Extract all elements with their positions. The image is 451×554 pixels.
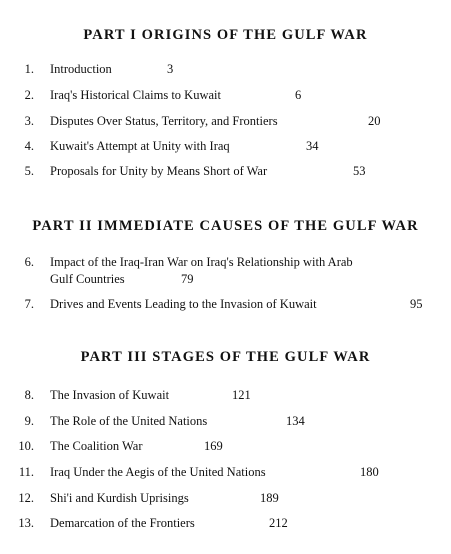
entry-title: The Role of the United Nations (50, 414, 208, 428)
entry-page: 134 (286, 414, 305, 428)
entry-number: 5. (24, 164, 34, 178)
entry-page: 169 (204, 439, 223, 453)
entry-title: The Invasion of Kuwait (50, 388, 170, 402)
entry-number: 13. (18, 516, 34, 530)
entry-title: Proposals for Unity by Means Short of War (50, 164, 268, 178)
entry-title: Introduction (50, 62, 112, 76)
part-heading: PART III STAGES OF THE GULF WAR (80, 349, 371, 365)
entry-title: Drives and Events Leading to the Invasion of Kuwait (50, 297, 317, 311)
entry-page: 121 (232, 388, 251, 402)
entry-page: 3 (167, 62, 174, 76)
entry-title: Disputes Over Status, Territory, and Frontiers (50, 114, 278, 128)
entry-title: Kuwait's Attempt at Unity with Iraq (50, 139, 230, 153)
entry-title-line2: Gulf Countries (50, 272, 125, 286)
entry-number: 8. (24, 388, 34, 402)
entry-number: 1. (24, 62, 34, 76)
entry-number: 9. (24, 414, 34, 428)
entry-page: 6 (295, 88, 302, 102)
entry-page: 212 (269, 516, 288, 530)
entry-page: 189 (260, 491, 279, 505)
entry-page: 79 (181, 272, 194, 286)
entry-number: 12. (18, 491, 34, 505)
entry-number: 3. (24, 114, 34, 128)
entry-number: 2. (24, 88, 34, 102)
entry-page: 180 (360, 465, 379, 479)
entry-page: 95 (410, 297, 423, 311)
part-heading: PART II IMMEDIATE CAUSES OF THE GULF WAR (32, 218, 419, 234)
entry-page: 53 (353, 164, 366, 178)
entry-title: Impact of the Iraq-Iran War on Iraq's Relationship with Arab (50, 255, 353, 269)
entry-number: 7. (24, 297, 34, 311)
entry-title: Shi'i and Kurdish Uprisings (50, 491, 189, 505)
entry-title: Iraq's Historical Claims to Kuwait (50, 88, 221, 102)
part-heading: PART I ORIGINS OF THE GULF WAR (83, 27, 368, 43)
entry-number: 10. (18, 439, 34, 453)
entry-title: Iraq Under the Aegis of the United Nations (50, 465, 266, 479)
entry-number: 4. (24, 139, 34, 153)
entry-number: 11. (18, 465, 34, 479)
entry-title: Demarcation of the Frontiers (50, 516, 195, 530)
entry-page: 20 (368, 114, 381, 128)
entry-page: 34 (306, 139, 319, 153)
entry-title: The Coalition War (50, 439, 143, 453)
entry-number: 6. (24, 255, 34, 269)
